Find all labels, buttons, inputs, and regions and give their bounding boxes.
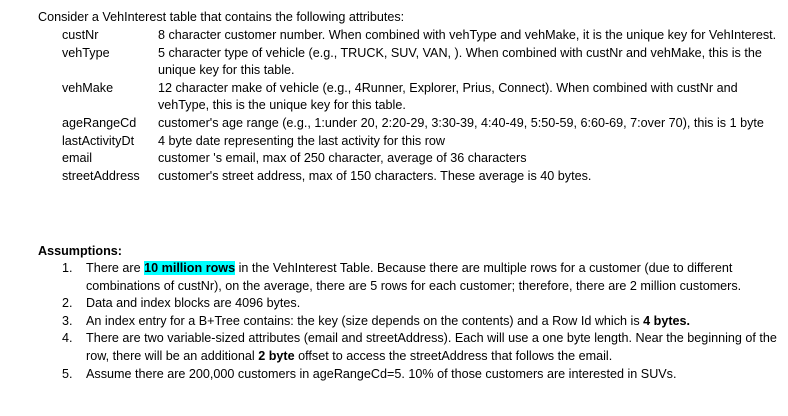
attribute-name: email	[62, 151, 93, 166]
assumption-item	[62, 260, 778, 295]
attribute-row-vehtype	[62, 45, 778, 80]
attribute-name: ageRangeCd	[62, 115, 137, 130]
assumption-number: 1.	[62, 261, 73, 275]
assumption-text: Data and index blocks are 4096 bytes.	[86, 296, 301, 311]
assumptions-list	[62, 260, 778, 383]
assumption-item	[62, 330, 778, 365]
assumption-item	[62, 313, 778, 331]
intro-paragraph: Consider a VehInterest table that contains the following attributes:	[38, 10, 405, 24]
attribute-description: customer's street address, max of 150 characters. These average is 40 bytes.	[158, 168, 592, 183]
assumption-number: 4.	[62, 331, 73, 346]
assumption-number: 3.	[62, 313, 73, 328]
assumption-text	[86, 330, 778, 365]
assumption-item	[62, 366, 778, 384]
attribute-description: customer 's email, max of 250 character, average of 36 characters	[158, 151, 527, 166]
assumption-text	[86, 260, 778, 295]
bold-rowid-size: 4 bytes.	[643, 313, 691, 328]
attribute-name: custNr	[62, 28, 99, 42]
attribute-name: streetAddress	[62, 168, 140, 183]
assumption-text-start: An index entry for a B+Tree contains: the key (size depends on the contents) and a Row Id which is	[86, 313, 644, 328]
assumption-text-end: in the VehInterest Table. Because there are multiple rows for a customer (due to different combinations of custNr), on the average, there are 5 rows for each customer; therefore, there are 2 million customers.	[86, 261, 742, 293]
assumption-text-start: There are two variable-sized attributes (email and streetAddress). Each will use a one byte length. Near the beginning of the row, there will be an additional	[86, 331, 777, 363]
attribute-row-custnr	[62, 27, 778, 45]
attribute-description: 8 character customer number. When combined with vehType and vehMake, it is the unique key for VehInterest.	[158, 28, 777, 42]
attribute-description: 12 character make of vehicle (e.g., 4Runner, Explorer, Prius, Connect). When combined with custNr and vehType, this is the unique key for this table.	[158, 80, 738, 113]
assumptions-heading: Assumptions:	[38, 244, 122, 258]
attribute-row-lastactivitydt	[62, 133, 778, 151]
attribute-description: customer's age range (e.g., 1:under 20, 2:20-29, 3:30-39, 4:40-49, 5:50-59, 6:60-69, 7:over 70), this is 1 byte	[158, 115, 764, 130]
assumption-number: 2.	[62, 296, 73, 311]
attribute-row-streetaddress	[62, 168, 778, 186]
attribute-name: lastActivityDt	[62, 133, 135, 148]
attribute-list	[62, 27, 778, 185]
assumption-item	[62, 295, 778, 313]
attribute-row-vehmake	[62, 80, 778, 115]
assumption-text	[86, 313, 778, 331]
attribute-name: vehType	[62, 45, 110, 60]
attribute-name: vehMake	[62, 80, 114, 95]
attribute-row-agerangecd	[62, 115, 778, 133]
attribute-description: 5 character type of vehicle (e.g., TRUCK, SUV, VAN, ). When combined with custNr and vehMake, this is the unique key for this table.	[158, 45, 762, 78]
assumption-text-start: There are	[86, 261, 145, 275]
attribute-description: 4 byte date representing the last activity for this row	[158, 133, 445, 148]
assumption-text: Assume there are 200,000 customers in ageRangeCd=5. 10% of those customers are interested in SUVs.	[86, 366, 677, 381]
attribute-row-email	[62, 150, 778, 168]
highlighted-row-count: 10 million rows	[144, 261, 236, 275]
assumption-number: 5.	[62, 366, 73, 381]
assumption-text-end: offset to access the streetAddress that follows the email.	[294, 348, 613, 363]
bold-offset-size: 2 byte	[258, 348, 295, 363]
